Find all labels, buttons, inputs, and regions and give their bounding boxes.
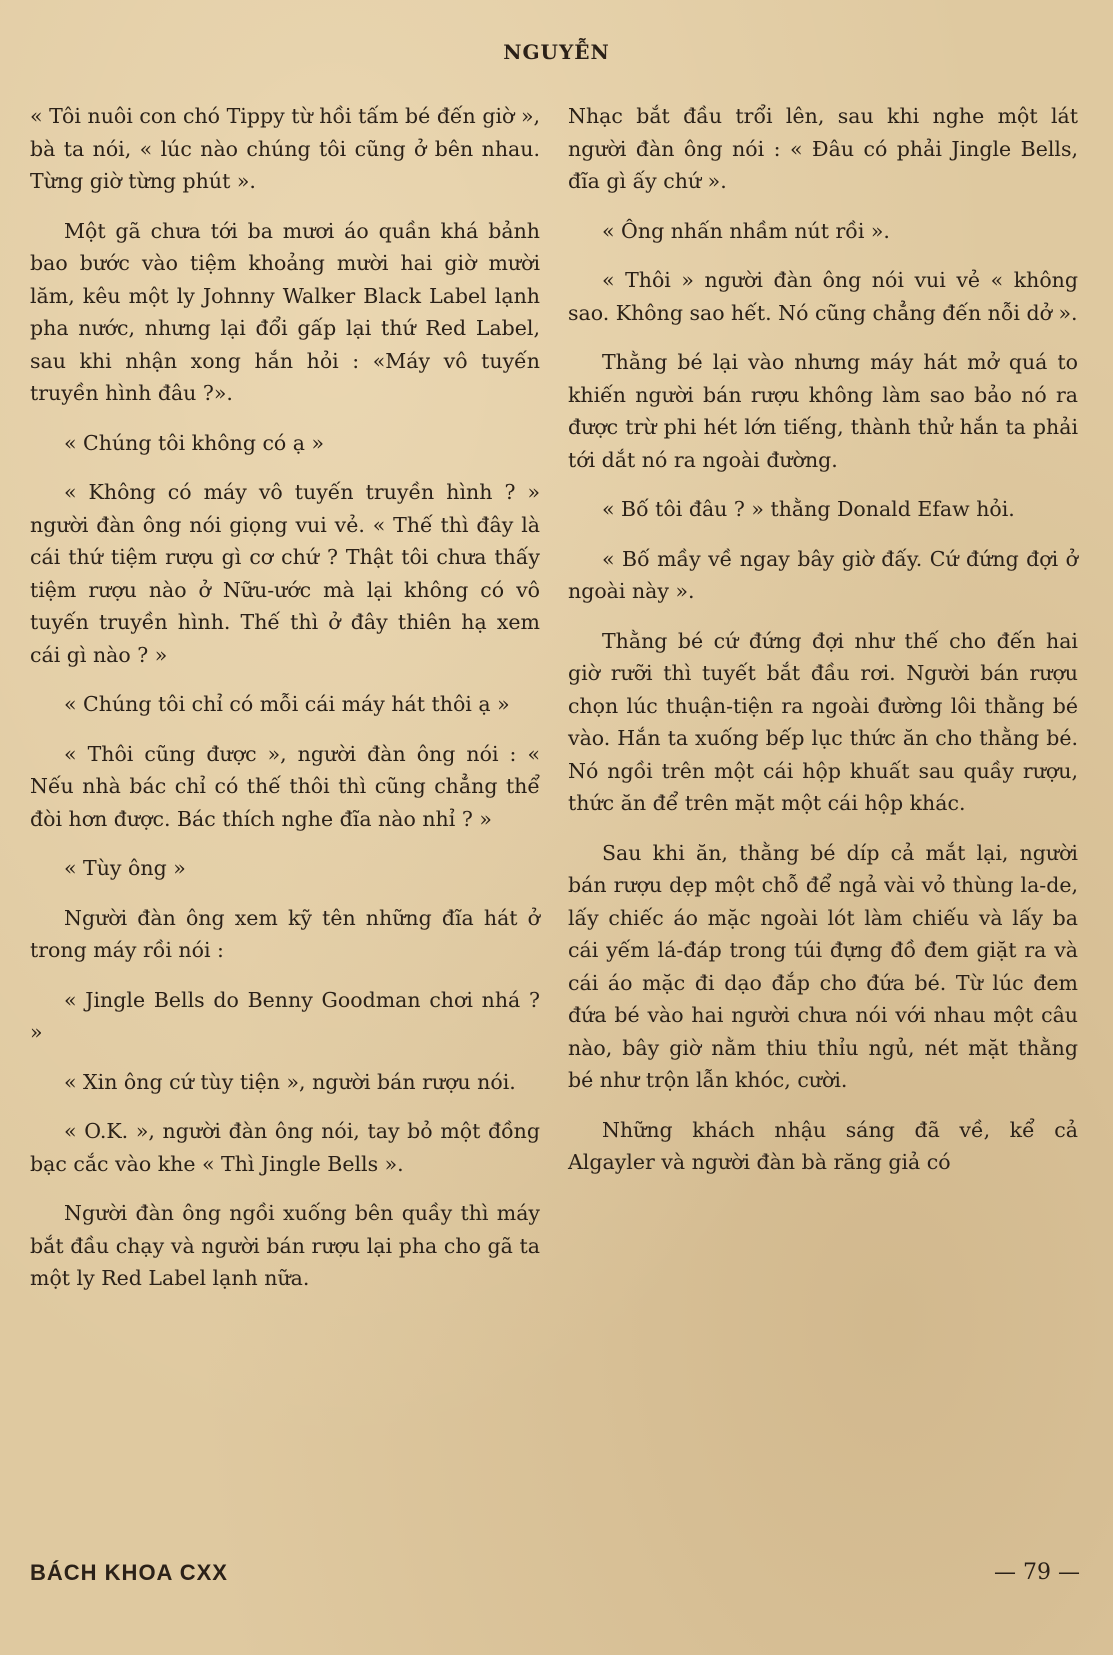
paragraph: « Jingle Bells do Benny Goodman chơi nhá ? » (30, 987, 540, 1044)
left-column (30, 100, 540, 1312)
paragraph: Thằng bé lại vào nhưng máy hát mở quá to khiến người bán rượu không làm sao bảo nó ra được trừ phi hét lớn tiếng, thành thử hắn ta phải tới dắt nó ra ngoài đường. (568, 350, 1078, 472)
paragraph: « O.K. », người đàn ông nói, tay bỏ một đồng bạc cắc vào khe « Thì Jingle Bells ». (30, 1119, 540, 1176)
paragraph: « Chúng tôi chỉ có mỗi cái máy hát thôi ạ » (64, 692, 510, 716)
paragraph: « Tùy ông » (64, 856, 186, 880)
paragraph: « Thôi » người đàn ông nói vui vẻ « không sao. Không sao hết. Nó cũng chẳng đến nỗi dở ». (568, 268, 1078, 325)
paragraph: « Ông nhấn nhầm nút rồi ». (602, 218, 890, 243)
paragraph: Thằng bé cứ đứng đợi như thế cho đến hai giờ rưỡi thì tuyết bắt đầu rơi. Người bán rượu chọn lúc thuận-tiện ra ngoài đường lôi thằng bé vào. Hắn ta xuống bếp lục thức ăn cho thằng bé. Nó ngồi trên một cái hộp khuất sau quầy rượu, thức ăn để trên mặt một cái hộp khác. (568, 628, 1078, 815)
paragraph: « Thôi cũng được », người đàn ông nói : « Nếu nhà bác chỉ có thế thôi thì cũng chẳng thể đòi hơn được. Bác thích nghe đĩa nào nhỉ ? » (30, 741, 540, 831)
paragraph: « Bố mầy về ngay bây giờ đấy. Cứ đứng đợi ở ngoài này ». (568, 546, 1078, 603)
paragraph: Sau khi ăn, thằng bé díp cả mắt lại, người bán rượu dẹp một chỗ để ngả vài vỏ thùng la-de, lấy chiếc áo mặc ngoài lót làm chiếu và lấy ba cái yếm lá-đáp trong túi đựng đồ đem giặt ra và cái áo mặc đi dạo đắp cho đứa bé. Từ lúc đem đứa bé vào hai người chưa nói với nhau một câu nào, bây giờ nằm thiu thỉu ngủ, nét mặt thằng bé như trộn lẫn khóc, cười. (568, 840, 1078, 1092)
paragraph: Người đàn ông ngồi xuống bên quầy thì máy bắt đầu chạy và người bán rượu lại pha cho gã ta một ly Red Label lạnh nữa. (30, 1201, 540, 1290)
publication-name: BÁCH KHOA CXX (30, 1560, 228, 1585)
running-header: NGUYỄN (503, 40, 610, 64)
paragraph: « Không có máy vô tuyến truyền hình ? » người đàn ông nói giọng vui vẻ. « Thế thì đây là cái thứ tiệm rượu gì cơ chứ ? Thật tôi chưa thấy tiệm rượu nào ở Nữu-ước mà lại không có vô tuyến truyền hình. Thế thì ở đây thiên hạ xem cái gì nào ? » (30, 480, 540, 667)
paragraph: « Chúng tôi không có ạ » (64, 430, 325, 455)
right-column (568, 100, 1078, 1196)
paragraph: « Xin ông cứ tùy tiện », người bán rượu nói. (64, 1069, 516, 1094)
paragraph: Những khách nhậu sáng đã về, kể cả Algayler và người đàn bà răng giả có (568, 1117, 1078, 1174)
paragraph: « Bố tôi đâu ? » thằng Donald Efaw hỏi. (602, 497, 1015, 521)
paragraph: Một gã chưa tới ba mươi áo quần khá bảnh bao bước vào tiệm khoảng mười hai giờ mười lăm, kêu một ly Johnny Walker Black Label lạnh pha nước, nhưng lại đổi gấp lại thứ Red Label, sau khi nhận xong hắn hỏi : «Máy vô tuyến truyền hình đâu ?». (30, 218, 540, 405)
paragraph: Người đàn ông xem kỹ tên những đĩa hát ở trong máy rồi nói : (30, 905, 540, 962)
paragraph: Nhạc bắt đầu trổi lên, sau khi nghe một lát người đàn ông nói : « Đâu có phải Jingle Bells, đĩa gì ấy chứ ». (568, 104, 1078, 193)
paragraph: « Tôi nuôi con chó Tippy từ hồi tấm bé đến giờ », bà ta nói, « lúc nào chúng tôi cũng ở bên nhau. Từng giờ từng phút ». (30, 104, 540, 193)
page-number: — 79 — (994, 1560, 1080, 1585)
